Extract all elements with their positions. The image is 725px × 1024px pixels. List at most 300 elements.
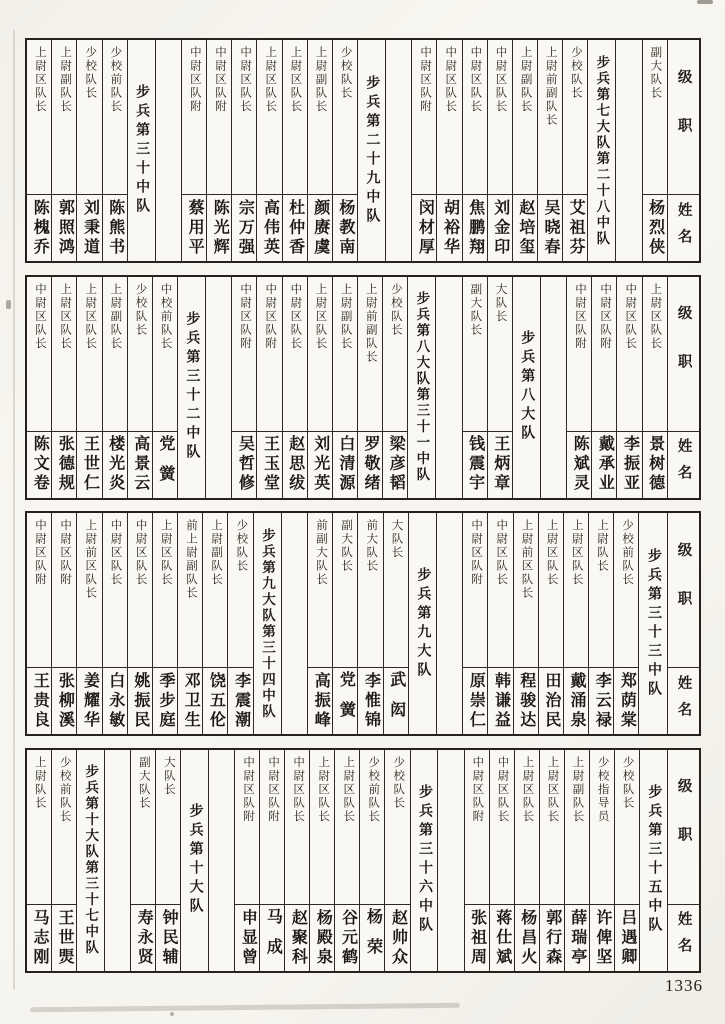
rank-cell xyxy=(463,513,487,668)
person-name: 吴晓春 xyxy=(541,198,559,258)
person-name: 闵材厚 xyxy=(416,198,434,258)
name-cell xyxy=(257,432,281,498)
name-cell xyxy=(103,668,127,734)
legend-column xyxy=(667,277,699,498)
name-cell xyxy=(52,668,76,734)
rank-label: 上尉前副队长 xyxy=(364,282,377,364)
person-name: 钱震宇 xyxy=(466,435,484,494)
person-column xyxy=(591,277,616,498)
rank-cell xyxy=(412,40,436,195)
unit-name: 步兵第十大队第三十七中队 xyxy=(83,764,99,957)
person-name: 刘秉道 xyxy=(81,198,99,258)
person-name: 郭照鸿 xyxy=(56,198,74,258)
rank-cell xyxy=(27,513,51,668)
unit-name: 步兵第九大队第三十四中队 xyxy=(259,527,275,720)
person-name: 党黉 xyxy=(156,434,174,495)
person-column xyxy=(487,277,512,498)
scan-speck xyxy=(6,300,11,309)
rank-label: 中尉区队长 xyxy=(469,46,482,114)
person-name: 赵思绂 xyxy=(286,435,304,494)
person-name: 陈槐乔 xyxy=(31,198,49,258)
rank-cell xyxy=(232,40,256,195)
unit-column xyxy=(410,750,438,971)
unit-column xyxy=(512,277,540,498)
person-name: 姚振民 xyxy=(131,672,149,731)
rank-label: 中尉区队长 xyxy=(292,755,305,824)
person-name: 赵聚科 xyxy=(289,908,307,968)
person-column xyxy=(127,277,152,498)
rank-cell xyxy=(27,750,51,905)
person-column xyxy=(27,513,51,734)
name-cell xyxy=(490,905,514,971)
rank-label: 上尉副队长 xyxy=(519,46,532,114)
rank-label: 上尉区队长 xyxy=(570,519,583,587)
rank-label: 上尉副队长 xyxy=(210,519,223,587)
rank-label: 少校队长 xyxy=(621,755,634,810)
rank-label: 上尉区队长 xyxy=(342,755,355,824)
person-name: 王贵良 xyxy=(31,672,49,731)
unit-cell xyxy=(181,750,208,971)
rank-cell xyxy=(567,277,591,432)
name-cell xyxy=(77,195,101,261)
unit-cell xyxy=(513,277,540,498)
unit-column xyxy=(177,277,205,498)
rank-cell xyxy=(182,40,206,195)
name-cell xyxy=(103,432,127,498)
person-column xyxy=(102,277,127,498)
person-column xyxy=(614,750,639,971)
name-cell xyxy=(128,432,152,498)
unit-name: 步兵第三十五中队 xyxy=(646,784,662,937)
rank-cell xyxy=(153,513,177,668)
person-name: 李震潮 xyxy=(232,672,250,731)
rank-cell xyxy=(52,513,76,668)
rank-label: 少校前队长 xyxy=(367,755,380,824)
rank-cell xyxy=(615,750,639,905)
unit-column xyxy=(76,750,104,971)
empty-cell xyxy=(209,750,234,971)
person-column xyxy=(566,277,591,498)
person-column xyxy=(563,513,588,734)
spacer-column xyxy=(208,750,234,971)
person-name: 李振亚 xyxy=(621,435,639,494)
person-column xyxy=(309,750,334,971)
rank-label: 中校前队长 xyxy=(159,282,172,351)
rank-cell xyxy=(488,40,512,195)
rank-label: 中尉区队附 xyxy=(470,519,483,587)
rank-label: 上尉区队长 xyxy=(59,282,72,351)
rank-label: 副大队长 xyxy=(137,755,150,810)
rank-label: 大队长 xyxy=(390,519,403,560)
name-cell xyxy=(27,905,51,971)
rank-cell xyxy=(643,277,667,432)
rank-label: 上尉前区队长 xyxy=(84,519,97,601)
rank-cell xyxy=(564,513,588,668)
rank-header-cell xyxy=(668,40,699,195)
rank-label: 上尉前副队长 xyxy=(544,46,557,127)
person-column xyxy=(127,513,152,734)
rank-cell xyxy=(103,277,127,432)
spacer-column xyxy=(155,40,181,261)
person-name: 吴哲修 xyxy=(236,435,254,494)
scan-speck xyxy=(170,1012,174,1016)
person-name: 宗万强 xyxy=(236,198,254,258)
rank-label: 上尉区队长 xyxy=(84,282,97,351)
rank-cell xyxy=(283,40,307,195)
person-column xyxy=(332,513,357,734)
person-name: 张柳溪 xyxy=(56,672,74,731)
person-name: 高伟英 xyxy=(261,198,279,258)
name-cell xyxy=(283,195,307,261)
name-cell xyxy=(52,905,76,971)
name-cell xyxy=(463,195,487,261)
rank-cell xyxy=(490,750,514,905)
name-cell xyxy=(260,905,284,971)
person-column xyxy=(538,513,563,734)
unit-cell xyxy=(77,750,104,971)
person-column xyxy=(177,513,202,734)
person-name: 王世仁 xyxy=(81,435,99,494)
person-column xyxy=(256,277,281,498)
person-name: 程骏达 xyxy=(517,672,535,731)
rank-cell xyxy=(488,277,512,432)
rank-header-cell xyxy=(668,513,699,668)
name-header-cell xyxy=(668,195,699,261)
rank-label: 副大队长 xyxy=(340,519,353,574)
rank-label: 中尉区队长 xyxy=(239,46,252,114)
unit-cell xyxy=(588,40,615,261)
legend-column xyxy=(667,40,699,261)
person-name: 吕遇卿 xyxy=(618,908,636,968)
person-name: 高振峰 xyxy=(312,672,330,731)
rank-label: 中尉区队附 xyxy=(573,282,586,351)
person-name: 郭行森 xyxy=(543,908,561,968)
rank-cell xyxy=(156,750,180,905)
person-column xyxy=(51,277,76,498)
person-name: 杨烈侠 xyxy=(646,198,664,258)
name-cell xyxy=(203,668,227,734)
person-column xyxy=(76,277,101,498)
name-cell xyxy=(385,905,409,971)
name-cell xyxy=(333,668,357,734)
person-column xyxy=(616,277,641,498)
name-cell xyxy=(178,668,202,734)
empty-cell xyxy=(436,277,461,498)
person-column xyxy=(589,750,614,971)
rank-label: 上尉副队长 xyxy=(339,282,352,351)
name-cell xyxy=(27,432,51,498)
rank-label: 中尉区队附 xyxy=(239,282,252,351)
rank-header-cell xyxy=(668,750,699,905)
name-header-cell xyxy=(668,432,699,498)
spacer-column xyxy=(281,513,307,734)
rank-cell xyxy=(592,277,616,432)
unit-column xyxy=(639,750,667,971)
rank-label: 中尉区队附 xyxy=(33,519,46,587)
empty-cell xyxy=(206,277,231,498)
person-name: 杜仲香 xyxy=(286,198,304,258)
rank-cell xyxy=(232,277,256,432)
name-header-label: 姓名 xyxy=(675,911,692,965)
rank-label: 中尉区队附 xyxy=(213,46,226,114)
name-cell xyxy=(614,668,638,734)
name-cell xyxy=(565,905,589,971)
unit-column xyxy=(587,40,615,261)
person-column xyxy=(464,750,489,971)
person-name: 蔡用平 xyxy=(186,198,204,258)
person-name: 谷元鹤 xyxy=(339,908,357,968)
spacer-column xyxy=(435,277,461,498)
person-column xyxy=(282,277,307,498)
person-column xyxy=(411,40,436,261)
person-name: 杨教南 xyxy=(336,198,354,258)
rank-cell xyxy=(385,750,409,905)
rank-cell xyxy=(52,40,76,195)
spacer-column xyxy=(437,750,463,971)
spacer-column xyxy=(615,40,641,261)
person-column xyxy=(489,750,514,971)
person-column xyxy=(462,40,487,261)
rank-cell xyxy=(128,277,152,432)
name-cell xyxy=(563,195,587,261)
rank-cell xyxy=(614,513,638,668)
unit-column xyxy=(127,40,155,261)
person-column xyxy=(181,40,206,261)
rank-cell xyxy=(514,513,538,668)
unit-cell xyxy=(411,750,438,971)
person-column xyxy=(383,513,408,734)
person-name: 原崇仁 xyxy=(467,672,485,731)
rank-cell xyxy=(27,40,51,195)
page-number: 1336 xyxy=(665,976,703,995)
rank-cell xyxy=(283,277,307,432)
rank-label: 少校前队长 xyxy=(58,755,71,824)
person-column xyxy=(51,40,76,261)
name-cell xyxy=(308,195,332,261)
name-header-label: 姓名 xyxy=(675,674,692,728)
rank-cell xyxy=(463,40,487,195)
spacer-column xyxy=(385,40,411,261)
rank-cell xyxy=(589,513,613,668)
name-cell xyxy=(228,668,252,734)
rank-label: 上尉区队长 xyxy=(649,282,662,351)
rank-cell xyxy=(488,513,512,668)
rank-cell xyxy=(77,513,101,668)
rank-label: 中尉区队长 xyxy=(134,519,147,587)
rank-label: 少校指导员 xyxy=(596,755,609,824)
name-cell xyxy=(513,195,537,261)
rank-cell xyxy=(358,513,382,668)
rank-header-cell xyxy=(668,277,699,432)
name-cell xyxy=(515,905,539,971)
rank-cell xyxy=(27,277,51,432)
rank-label: 上尉区队长 xyxy=(546,755,559,824)
rank-label: 上尉副队长 xyxy=(109,282,122,351)
person-name: 白永敏 xyxy=(106,672,124,731)
person-column xyxy=(513,513,538,734)
person-name: 李惟锦 xyxy=(362,672,380,731)
rank-cell xyxy=(103,40,127,195)
person-column xyxy=(642,277,667,498)
roster-table xyxy=(25,748,701,973)
person-column xyxy=(27,277,51,498)
rank-label: 少校队长 xyxy=(569,46,582,100)
person-column xyxy=(539,750,564,971)
rank-cell xyxy=(207,40,231,195)
name-cell xyxy=(52,432,76,498)
rank-cell xyxy=(465,750,489,905)
rank-label: 少校前队长 xyxy=(109,46,122,114)
person-column xyxy=(514,750,539,971)
name-cell xyxy=(617,432,641,498)
unit-name: 步兵第八大队 xyxy=(519,330,535,445)
unit-column xyxy=(180,750,208,971)
rank-label: 上尉区队长 xyxy=(521,755,534,824)
unit-cell xyxy=(178,277,205,498)
name-cell xyxy=(615,905,639,971)
rank-label: 中尉区队附 xyxy=(599,282,612,351)
scan-corner-artifact xyxy=(697,0,713,4)
person-name: 蒋仕斌 xyxy=(493,908,511,968)
name-cell xyxy=(539,668,563,734)
name-cell xyxy=(360,905,384,971)
name-cell xyxy=(465,905,489,971)
rank-label: 中尉区队附 xyxy=(59,519,72,587)
rank-label: 中尉区队长 xyxy=(624,282,637,351)
rank-label: 中尉区队长 xyxy=(444,46,457,114)
name-cell xyxy=(310,905,334,971)
rank-label: 上尉副队长 xyxy=(314,46,327,114)
rank-cell xyxy=(540,750,564,905)
name-cell xyxy=(232,195,256,261)
unit-name: 步兵第三十六中队 xyxy=(416,784,432,937)
rank-cell xyxy=(565,750,589,905)
unit-cell xyxy=(408,277,435,498)
person-name: 刘光英 xyxy=(311,435,329,494)
spacer-column xyxy=(436,513,462,734)
name-cell xyxy=(27,668,51,734)
name-cell xyxy=(589,668,613,734)
rank-label: 上尉区队长 xyxy=(314,282,327,351)
person-name: 戴承业 xyxy=(596,435,614,494)
rank-cell xyxy=(203,513,227,668)
rank-label: 中尉区队附 xyxy=(242,755,255,824)
person-column xyxy=(357,513,382,734)
name-cell xyxy=(283,432,307,498)
rank-label: 副大队长 xyxy=(469,282,482,337)
person-column xyxy=(102,513,127,734)
rank-cell xyxy=(77,40,101,195)
rank-label: 少校队长 xyxy=(84,46,97,100)
rank-cell xyxy=(257,277,281,432)
person-column xyxy=(27,40,51,261)
rank-label: 大队长 xyxy=(162,755,175,797)
rank-label: 少校队长 xyxy=(389,282,402,337)
rank-cell xyxy=(515,750,539,905)
person-column xyxy=(130,750,155,971)
person-name: 颜赓虞 xyxy=(311,198,329,258)
person-name: 王炳章 xyxy=(491,435,509,494)
unit-cell xyxy=(409,513,436,734)
unit-column xyxy=(408,513,436,734)
empty-cell xyxy=(437,513,462,734)
name-cell xyxy=(131,905,155,971)
rank-cell xyxy=(257,40,281,195)
name-cell xyxy=(437,195,461,261)
unit-cell xyxy=(639,513,666,734)
person-name: 陈斌灵 xyxy=(571,435,589,494)
empty-cell xyxy=(541,277,566,498)
rank-label: 上尉区队长 xyxy=(289,46,302,114)
rank-label: 少校前队长 xyxy=(621,519,634,587)
rank-cell xyxy=(308,40,332,195)
rank-label: 中尉区队长 xyxy=(289,282,302,351)
person-column xyxy=(231,277,256,498)
person-column xyxy=(307,40,332,261)
name-cell xyxy=(463,668,487,734)
person-column xyxy=(564,750,589,971)
rank-cell xyxy=(358,277,382,432)
unit-column xyxy=(407,277,435,498)
name-cell xyxy=(538,195,562,261)
person-column xyxy=(384,750,409,971)
rank-cell xyxy=(383,277,407,432)
unit-name: 步兵第十大队 xyxy=(187,803,203,918)
rank-label: 中尉区队长 xyxy=(33,282,46,351)
name-cell xyxy=(384,668,408,734)
person-name: 饶五伦 xyxy=(207,672,225,731)
name-cell xyxy=(592,432,616,498)
person-column xyxy=(642,40,667,261)
rank-cell xyxy=(335,750,359,905)
spacer-column xyxy=(540,277,566,498)
person-name: 赵帅众 xyxy=(389,908,407,968)
rank-cell xyxy=(463,277,487,432)
name-cell xyxy=(182,195,206,261)
name-cell xyxy=(128,668,152,734)
empty-cell xyxy=(105,750,130,971)
rank-header-label: 级职 xyxy=(675,305,692,403)
name-cell xyxy=(207,195,231,261)
rank-cell xyxy=(360,750,384,905)
person-name: 艾祖芬 xyxy=(567,198,585,258)
rank-label: 中尉区队长 xyxy=(495,519,508,587)
rank-label: 上尉区队长 xyxy=(545,519,558,587)
rank-cell xyxy=(333,277,357,432)
unit-cell xyxy=(254,513,281,734)
rank-cell xyxy=(333,40,357,195)
person-column xyxy=(76,40,101,261)
person-name: 王玉堂 xyxy=(261,435,279,494)
person-name: 胡裕华 xyxy=(441,198,459,258)
roster-bands xyxy=(25,38,701,973)
rank-label: 中尉区队附 xyxy=(267,755,280,824)
rank-cell xyxy=(643,40,667,195)
person-column xyxy=(102,40,127,261)
person-name: 马志刚 xyxy=(30,908,48,968)
person-name: 钟民辅 xyxy=(160,908,178,968)
person-name: 姜耀华 xyxy=(81,672,99,731)
rank-cell xyxy=(308,277,332,432)
rank-cell xyxy=(131,750,155,905)
empty-cell xyxy=(386,40,411,261)
name-cell xyxy=(358,432,382,498)
person-name: 楼光炎 xyxy=(106,435,124,494)
name-cell xyxy=(643,195,667,261)
rank-label: 中尉区队长 xyxy=(109,519,122,587)
rank-label: 上尉区队长 xyxy=(33,46,46,114)
person-name: 梁彦韬 xyxy=(387,435,405,494)
